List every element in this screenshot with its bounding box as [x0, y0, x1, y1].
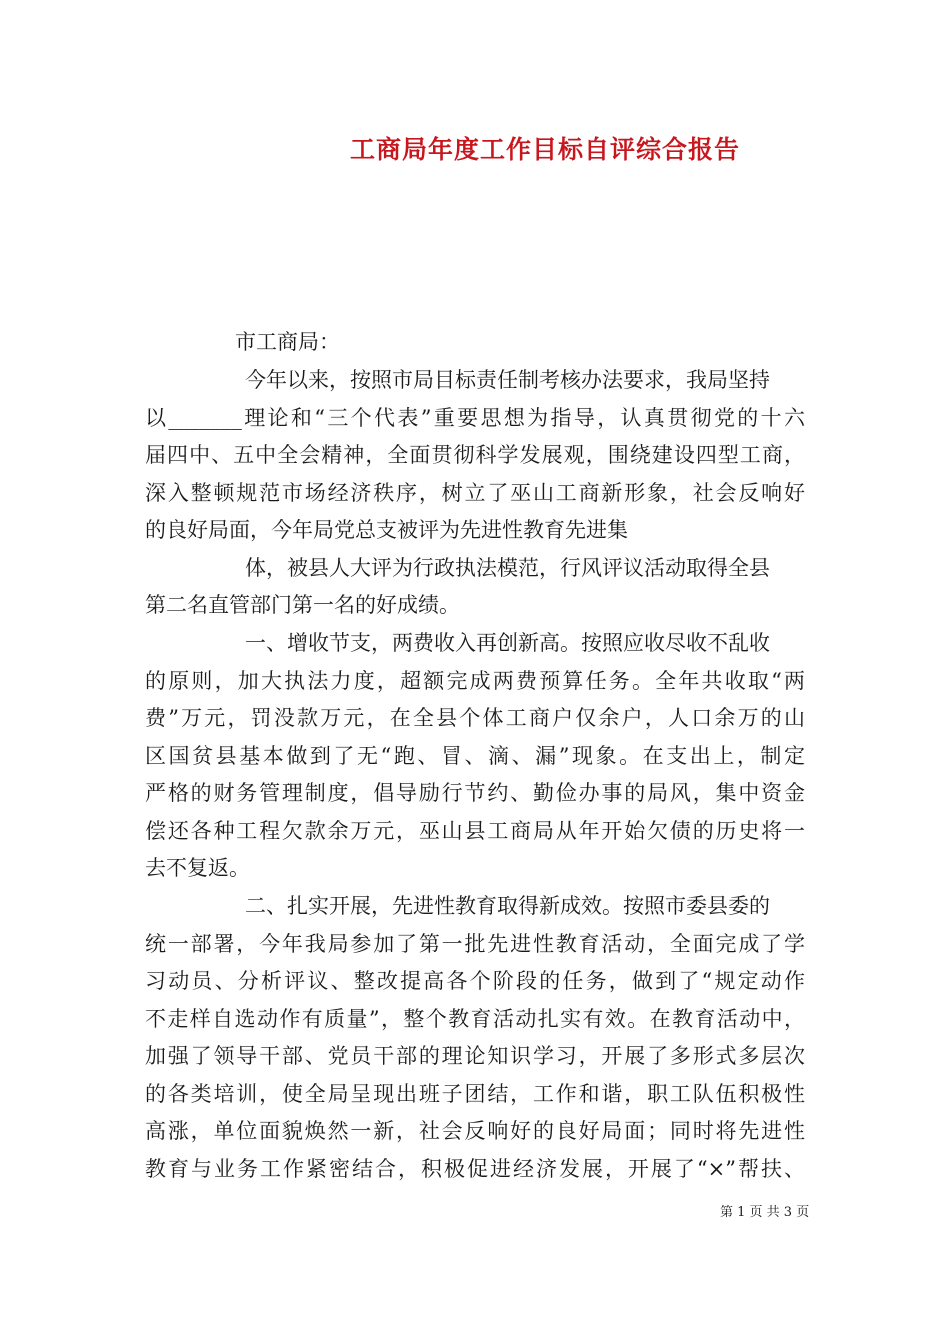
page-number: 第 1 页 共 3 页 — [720, 1205, 810, 1220]
text-line: 去不复返。 — [145, 856, 250, 880]
text-line: 偿还各种工程欠款余万元，巫山县工商局从年开始欠债的历史将一 — [145, 819, 805, 843]
text-line: 费”万元，罚没款万元，在全县个体工商户仅余户，人口余万的山 — [145, 706, 805, 730]
text-line: 的原则，加大执法力度，超额完成两费预算任务。全年共收取“两 — [145, 669, 805, 693]
text-line: 的良好局面，今年局党总支被评为先进性教育先进集 — [145, 518, 628, 542]
text-line: 区国贫县基本做到了无“跑、冒、滴、漏”现象。在支出上，制定 — [145, 744, 805, 768]
text-line: 以_______理论和“三个代表”重要思想为指导，认真贯彻党的十六 — [145, 406, 805, 430]
text-line: 统一部署，今年我局参加了第一批先进性教育活动，全面完成了学 — [145, 932, 805, 956]
document-title: 工商局年度工作目标自评综合报告 — [349, 135, 740, 164]
text-line: 严格的财务管理制度，倡导励行节约、勤俭办事的局风，集中资金 — [145, 781, 805, 805]
text-line: 深入整顿规范市场经济秩序，树立了巫山工商新形象，社会反响好 — [145, 481, 805, 505]
text-line: 体，被县人大评为行政执法模范，行风评议活动取得全县 — [245, 556, 770, 580]
text-line: 习动员、分析评议、整改提高各个阶段的任务，做到了“规定动作 — [145, 969, 805, 993]
text-line: 二、扎实开展，先进性教育取得新成效。按照市委县委的 — [245, 894, 770, 918]
text-line: 一、增收节支，两费收入再创新高。按照应收尽收不乱收 — [245, 631, 770, 655]
text-line: 高涨，单位面貌焕然一新，社会反响好的良好局面；同时将先进性 — [145, 1119, 805, 1143]
text-line: 不走样自选动作有质量”，整个教育活动扎实有效。在教育活动中， — [145, 1007, 805, 1031]
text-line: 今年以来，按照市局目标责任制考核办法要求，我局坚持 — [245, 368, 770, 392]
text-line: 市工商局： — [235, 330, 340, 354]
text-line: 加强了领导干部、党员干部的理论知识学习，开展了多形式多层次 — [145, 1044, 805, 1068]
text-line: 第二名直管部门第一名的好成绩。 — [145, 593, 460, 617]
text-line: 的各类培训，使全局呈现出班子团结，工作和谐，职工队伍积极性 — [145, 1082, 805, 1106]
text-line: 教育与业务工作紧密结合，积极促进经济发展，开展了“×”帮扶、 — [145, 1157, 805, 1181]
text-line: 届四中、五中全会精神，全面贯彻科学发展观，围绕建设四型工商， — [145, 443, 805, 467]
